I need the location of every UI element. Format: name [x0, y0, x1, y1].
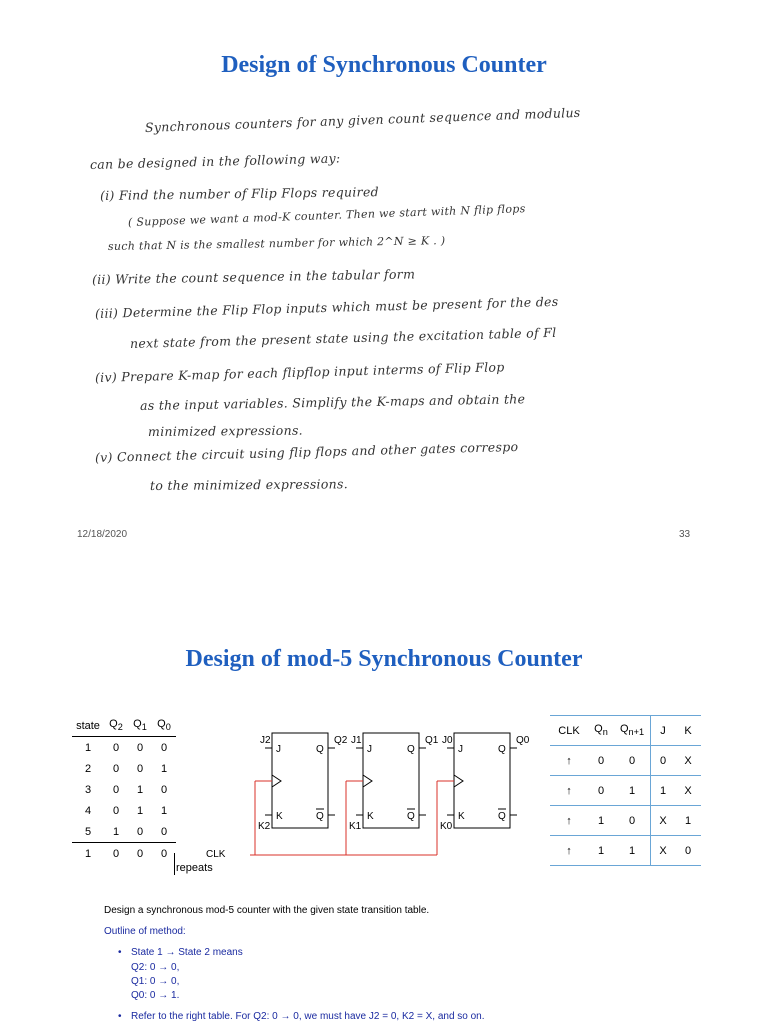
state-table: [72, 715, 176, 864]
cell: 0: [136, 825, 144, 838]
table-row: [550, 806, 701, 836]
q2-transition: Q2: 0 → 0,: [131, 962, 180, 973]
handwritten-line: can be designed in the following way:: [89, 150, 341, 172]
cell: 0: [614, 806, 651, 836]
table-row: [72, 779, 176, 800]
cell: 0: [160, 783, 168, 796]
cell: X: [675, 776, 701, 806]
q0-transition: Q0: 0 → 1.: [131, 990, 180, 1001]
outline-heading: Outline of method:: [104, 926, 186, 937]
handwritten-line: (v) Connect the circuit using flip flops and other gates correspo: [94, 438, 519, 465]
q2-label: Q2: [334, 735, 348, 746]
cell: 1: [651, 776, 676, 806]
cell: 1: [136, 804, 144, 817]
flip-flop-1: [349, 733, 439, 832]
cell: 1: [160, 762, 168, 775]
cell: 1: [675, 806, 701, 836]
repeats-marker: [174, 853, 175, 875]
k1-label: K1: [349, 821, 362, 832]
cell: 0: [136, 741, 144, 754]
pin-q: Q: [498, 744, 506, 755]
header-j: J: [651, 716, 676, 746]
table-row: [72, 800, 176, 821]
cell: ↑: [550, 746, 588, 776]
cell: X: [675, 746, 701, 776]
table-row: [550, 746, 701, 776]
slide2-title: Design of mod-5 Synchronous Counter: [185, 646, 583, 672]
table-row: [72, 737, 176, 759]
cell: X: [651, 836, 676, 866]
pin-q: Q: [407, 744, 415, 755]
j0-label: J0: [442, 735, 453, 746]
bullet-refer-table: Refer to the right table. For Q2: 0 → 0, we must have J2 = 0, K2 = X, and so on.: [131, 1011, 485, 1022]
cell: ↑: [550, 836, 588, 866]
cell: 0: [614, 746, 651, 776]
handwritten-line: (ii) Write the count sequence in the tabular form: [91, 266, 416, 287]
cell: 3: [84, 783, 92, 796]
cell: 0: [588, 746, 614, 776]
pin-q: Q: [316, 744, 324, 755]
cell: 5: [84, 825, 92, 838]
q0-label: Q0: [516, 735, 530, 746]
cell: 0: [160, 741, 168, 754]
cell: 0: [160, 825, 168, 838]
cell: 1: [614, 776, 651, 806]
cell: 0: [160, 847, 168, 860]
pin-j: J: [367, 744, 372, 755]
slide-date: 12/18/2020: [77, 529, 128, 540]
handwritten-line: as the input variables. Simplify the K-maps and obtain the: [139, 391, 526, 413]
handwritten-line: (i) Find the number of Flip Flops required: [99, 184, 379, 203]
cell: 1: [136, 783, 144, 796]
cell: 0: [112, 804, 120, 817]
handwritten-line: next state from the present state using the excitation table of Fl: [129, 324, 557, 351]
table-row: [72, 758, 176, 779]
cell: 0: [112, 762, 120, 775]
cell: 1: [614, 836, 651, 866]
pin-qbar: Q: [407, 811, 415, 822]
pin-k: K: [458, 811, 465, 822]
pin-k: K: [367, 811, 374, 822]
table-header-row: [72, 715, 176, 737]
header-qn1: $Q_{n+1}$: [614, 716, 651, 746]
header-qn: $Q_n$: [588, 716, 614, 746]
cell: 0: [136, 847, 144, 860]
q1-label: Q1: [425, 735, 439, 746]
header-k: K: [675, 716, 701, 746]
cell: 0: [112, 783, 120, 796]
cell: 2: [84, 762, 92, 775]
flip-flop-0: [440, 733, 530, 832]
q1-transition: Q1: 0 → 0,: [131, 976, 180, 987]
handwritten-line: such that N is the smallest number for which 2^N ≥ K . ): [107, 234, 446, 253]
cell: 1: [588, 836, 614, 866]
handwritten-line: minimized expressions.: [147, 422, 303, 439]
cell: 0: [112, 741, 120, 754]
bullet-icon: •: [118, 1011, 122, 1022]
cell: 0: [112, 847, 120, 860]
cell: 1: [112, 825, 120, 838]
cell: 1: [588, 806, 614, 836]
cell: 4: [84, 804, 92, 817]
j2-label: J2: [260, 735, 271, 746]
flip-flop-circuit: [250, 725, 540, 870]
repeats-label: repeats: [176, 862, 213, 874]
cell: 0: [588, 776, 614, 806]
handwritten-line: Synchronous counters for any given count sequence and modulus: [144, 104, 581, 135]
slide-page-number: 33: [679, 529, 691, 540]
table-header-row: [550, 716, 701, 746]
cell: 1: [84, 847, 92, 860]
table-row: [72, 843, 176, 865]
pin-k: K: [276, 811, 283, 822]
header-clk: CLK: [550, 716, 588, 746]
cell: ↑: [550, 776, 588, 806]
handwritten-line: to the minimized expressions.: [149, 476, 349, 493]
handwritten-line: (iv) Prepare K-map for each flipflop input interms of Flip Flop: [94, 359, 505, 385]
flip-flop-2: [258, 733, 348, 832]
table-row: [550, 776, 701, 806]
cell: 1: [84, 741, 92, 754]
pin-qbar: Q: [498, 811, 506, 822]
bullet-state-transition: State 1 → State 2 means: [131, 947, 243, 958]
cell: X: [651, 806, 676, 836]
slide1-title: Design of Synchronous Counter: [221, 52, 547, 78]
cell: ↑: [550, 806, 588, 836]
clk-input-label: CLK: [206, 849, 226, 860]
k2-label: K2: [258, 821, 271, 832]
k0-label: K0: [440, 821, 453, 832]
pin-j: J: [276, 744, 281, 755]
pin-j: J: [458, 744, 463, 755]
j1-label: J1: [351, 735, 362, 746]
bullet-icon: •: [118, 947, 122, 958]
table-row: [550, 836, 701, 866]
cell: 0: [675, 836, 701, 866]
cell: 1: [160, 804, 168, 817]
handwritten-line: (iii) Determine the Flip Flop inputs which must be present for the des: [94, 293, 559, 321]
cell: 0: [136, 762, 144, 775]
table-row: [72, 821, 176, 843]
jk-excitation-table: [550, 715, 701, 866]
task-description: Design a synchronous mod-5 counter with the given state transition table.: [104, 905, 430, 916]
header-q0: $Q_0$: [152, 715, 176, 737]
handwritten-line: ( Suppose we want a mod-K counter. Then we start with N flip flops: [127, 202, 526, 229]
header-q1: $Q_1$: [128, 715, 152, 737]
header-state: state: [72, 715, 104, 737]
pin-qbar: Q: [316, 811, 324, 822]
header-q2: $Q_2$: [104, 715, 128, 737]
cell: 0: [651, 746, 676, 776]
